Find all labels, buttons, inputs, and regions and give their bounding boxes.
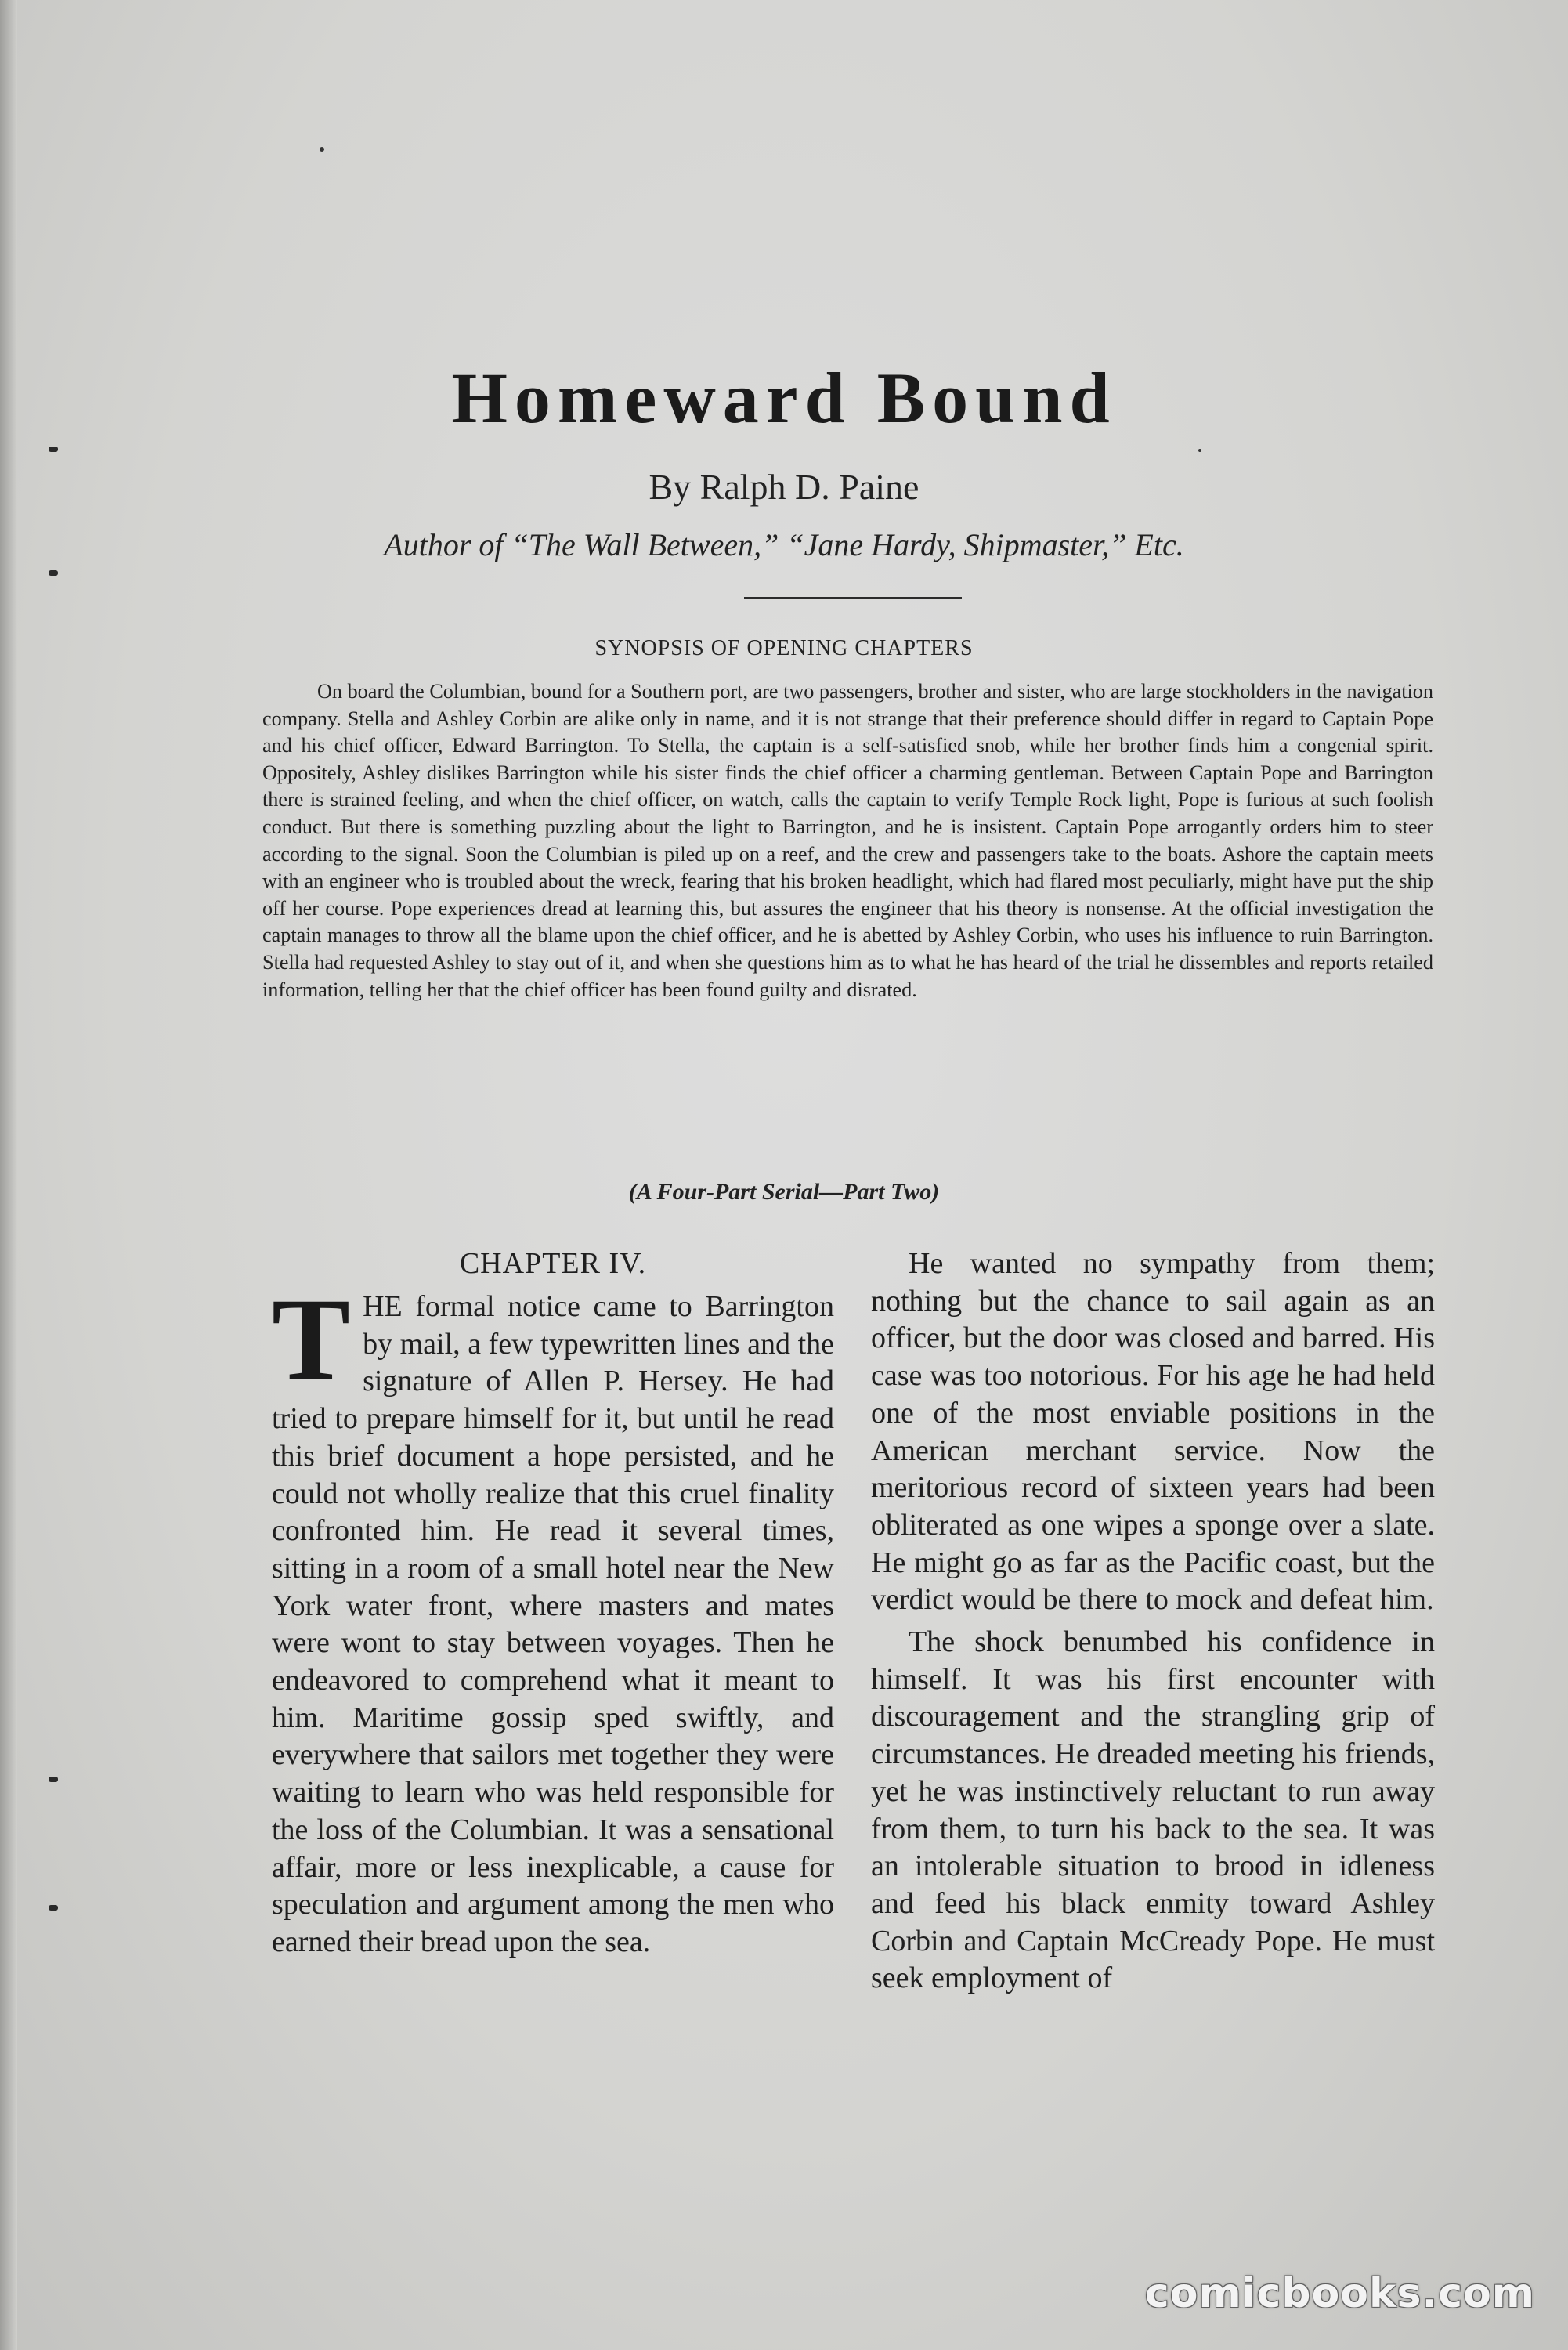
- chapter-paragraph: The shock benumbed his confidence in himself. It was his first encounter with discouragement and the strangling grip of circumstances. He dreaded meeting his friends, yet he was instinctively reluctant to run away from them, to turn his back to the sea. It was an intolerable situation to brood in idleness and feed his black enmity toward Ashley Corbin and Captain McCready Pope. He must seek employment of: [871, 1625, 1435, 1995]
- chapter-paragraph: He wanted no sympathy from them; nothing but the chance to sail again as an officer, but the door was closed and barred. His case was too notorious. For his age he had held one of the most enviable positions in the American merchant service. Now the meritorious record of sixteen years had been obliterated as one wipes a sponge over a slate. He might go as far as the Pacific coast, but the verdict would be there to mock and defeat him.: [871, 1247, 1435, 1617]
- chapter-paragraph: HE formal notice came to Barrington by mail, a few typewritten lines and the signature of Allen P. Hersey. He had tried to prepare himself for it, but until he read this brief document a hope persisted, and he could not wholly realize that this cruel finality confronted him. He read it several times, sitting in a room of a small hotel near the New York water front, where masters and mates were wont to stay between voyages. Then he endeavored to comprehend what it meant to him. Maritime gossip sped swiftly, and everywhere that sailors met together they were waiting to learn who was held responsible for the loss of the Columbian. It was a sensational affair, more or less inexplicable, a cause for speculation and argument among the men who earned their bread upon the sea.: [272, 1290, 834, 1958]
- watermark-logo: comicbooks.com: [1144, 2270, 1535, 2317]
- punch-mark: [49, 446, 58, 452]
- column-right: [871, 1246, 1435, 2131]
- serial-note: (A Four-Part Serial—Part Two): [628, 1179, 940, 1205]
- ink-speck: [320, 147, 324, 152]
- synopsis-text: On board the Columbian, bound for a Southern port, are two passengers, brother and sister, who are large stockholders in the navigation company. Stella and Ashley Corbin are alike only in name, and it is not strange that their preference should differ in regard to Captain Pope and his chief officer, Edward Barrington. To Stella, the captain is a self-satisfied snob, while her brother finds him a congenial spirit. Oppositely, Ashley dislikes Barrington while his sister finds the chief officer a charming gentleman. Between Captain Pope and Barrington there is strained feeling, and when the chief officer, on watch, calls the captain to verify Temple Rock light, Pope is furious at such foolish conduct. But there is something puzzling about the light to Barrington, and he is insistent. Captain Pope arrogantly orders him to steer according to the signal. Soon the Columbian is piled up on a reef, and the crew and passengers take to the boats. Ashore the captain meets with an engineer who is troubled about the wreck, fearing that his broken headlight, which had flared most peculiarly, might have put the ship off her course. Pope experiences dread at learning this, but assures the engineer that his theory is nonsense. At the official investigation the captain manages to throw all the blame upon the chief officer, and he is abetted by Ashley Corbin, who uses his influence to ruin Barrington. Stella had requested Ashley to stay out of it, and when she questions him as to what he has heard of the trial he dissembles and reports retailed information, telling her that the chief officer has been found guilty and disrated.: [262, 680, 1433, 1001]
- punch-mark: [49, 1905, 58, 1911]
- punch-mark: [49, 570, 58, 576]
- chapter-heading: CHAPTER IV.: [459, 1247, 647, 1280]
- ink-speck: [1198, 449, 1201, 452]
- page-edge-shadow: [0, 0, 17, 2350]
- byline: By Ralph D. Paine: [649, 467, 919, 507]
- column-left: [272, 1246, 834, 2131]
- author-credits: Author of “The Wall Between,” “Jane Hardy, Shipmaster,” Etc.: [384, 527, 1184, 562]
- drop-cap: T: [272, 1274, 351, 1405]
- divider-rule: [744, 597, 962, 599]
- punch-mark: [49, 1777, 58, 1782]
- story-title: Homeward Bound: [451, 358, 1117, 438]
- synopsis-heading: SYNOPSIS OF OPENING CHAPTERS: [594, 636, 974, 660]
